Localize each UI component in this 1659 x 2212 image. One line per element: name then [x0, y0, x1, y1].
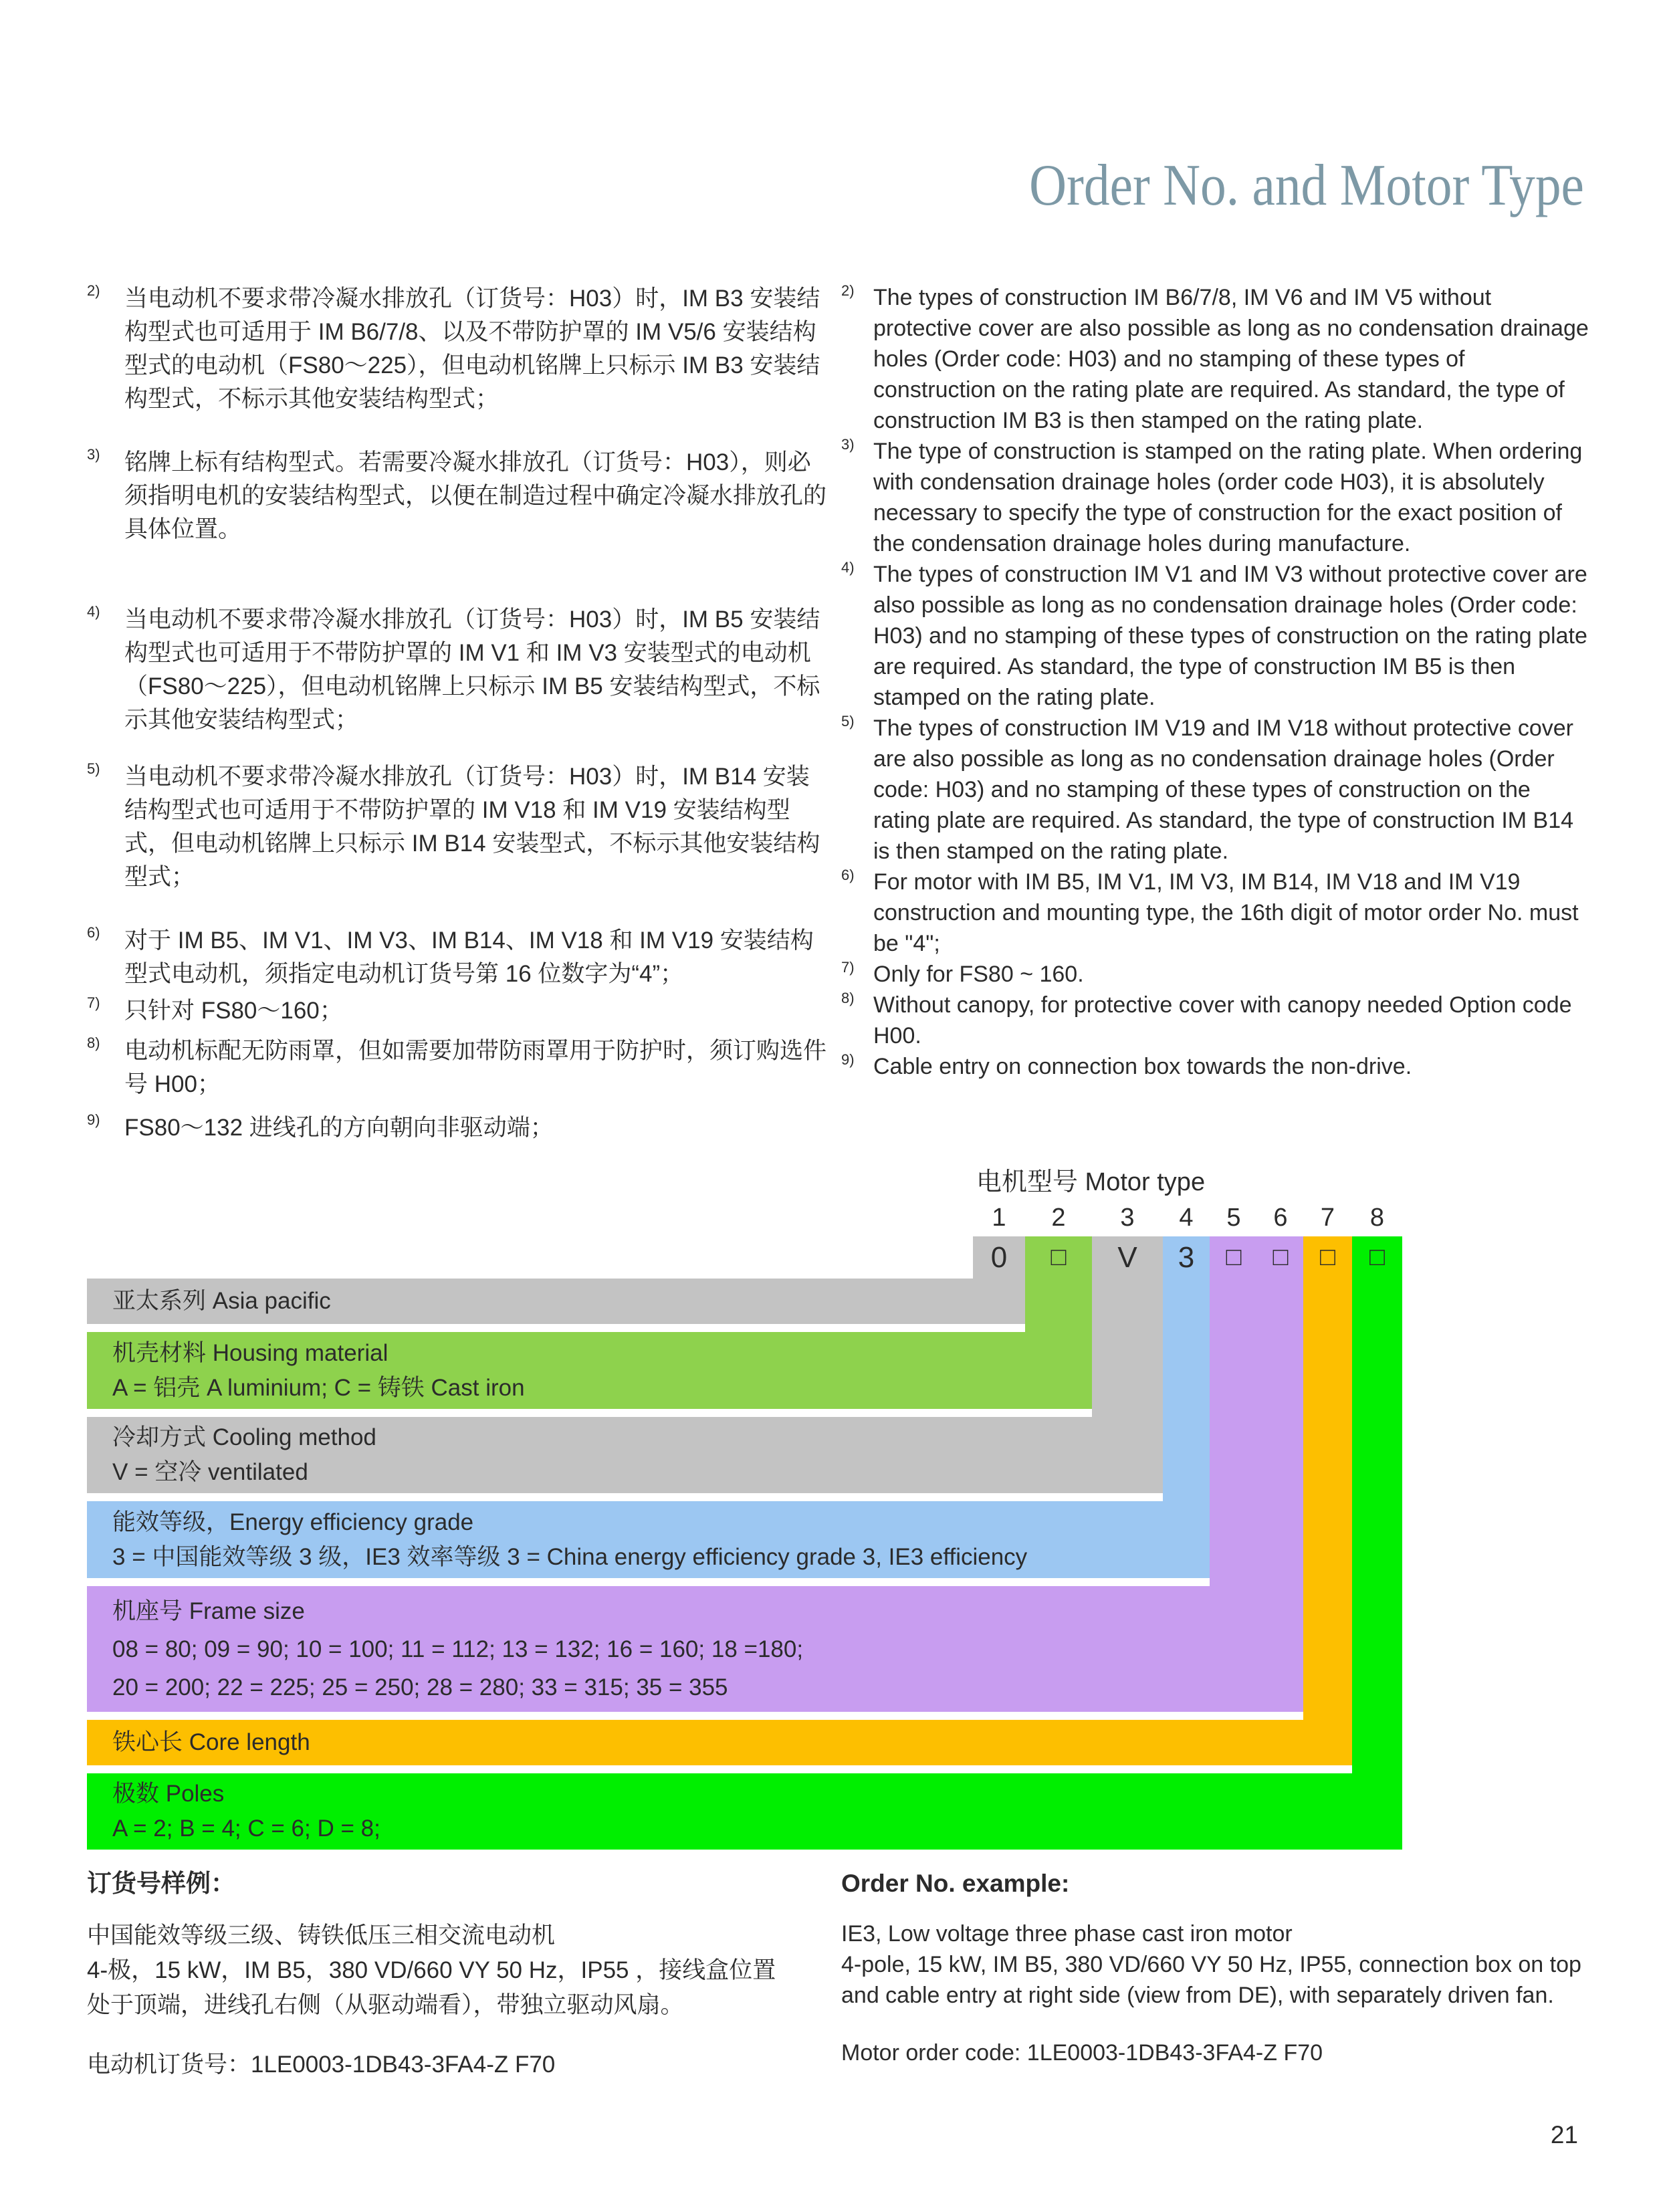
footnotes-column-chinese — [87, 282, 831, 1145]
footnote-text: 当电动机不要求带冷凝水排放孔（订货号：H03）时，IM B14 安装结构型式也可适用于不带防护罩的 IM V18 和 IM V19 安装结构型式，但电动机铭牌上只标示 IM B14 安装型式，不标示其他安装结构型式； — [124, 764, 820, 890]
footnote-marker: 2) — [87, 282, 100, 299]
motor-type-header: 电机型号 Motor type — [976, 1168, 1206, 1196]
bar-values: 08 = 80; 09 = 90; 10 = 100; 11 = 112; 13 = 132; 16 = 160; 18 =180; — [112, 1636, 804, 1662]
footnote-zh-8 — [87, 1034, 831, 1101]
footnote-text: The types of construction IM V1 and IM V3 without protective cover are also possible as long as no condensation drainage holes (Order code: H03) and no stamping of these types of construction on the rating plate are required. As standard, the type of construction IM B5 is then stamped on the rating plate. — [873, 562, 1587, 710]
digit-label-6: 6 — [1273, 1204, 1288, 1232]
footnote-marker: 9) — [841, 1051, 855, 1068]
bar-values: 20 = 200; 22 = 225; 25 = 250; 28 = 280; 33 = 315; 35 = 355 — [112, 1674, 728, 1700]
bar-label: 铁心长 Core length — [112, 1729, 310, 1755]
bar-frame-size — [87, 1586, 1303, 1712]
order-example-chinese — [87, 1869, 831, 2080]
order-example-english — [841, 1869, 1591, 2068]
bar-values: A = 2; B = 4; C = 6; D = 8; — [112, 1815, 380, 1842]
footnote-text: 当电动机不要求带冷凝水排放孔（订货号：H03）时，IM B5 安装结构型式也可适用于不带防护罩的 IM V1 和 IM V3 安装型式的电动机（FS80～225），但电动机铭牌上只标示 IM B5 安装结构型式，不标示其他安装结构型式； — [124, 606, 820, 733]
footnote-en-2 — [841, 282, 1591, 436]
footnote-en-4 — [841, 559, 1591, 713]
bar-values: V = 空冷 ventilated — [112, 1459, 308, 1485]
footnote-en-3 — [841, 436, 1591, 559]
bar-asia-pacific — [87, 1279, 1025, 1324]
footnote-marker: 5) — [87, 760, 100, 777]
footnote-zh-3 — [87, 446, 831, 546]
footnote-en-8 — [841, 990, 1591, 1051]
digit-label-8: 8 — [1369, 1204, 1385, 1232]
code-cell-4: 3 — [1178, 1241, 1195, 1274]
footnote-marker: 6) — [841, 867, 855, 883]
footnote-text: Cable entry on connection box towards the non-drive. — [873, 1054, 1412, 1079]
digit-label-1: 1 — [992, 1204, 1006, 1232]
bar-label: 机壳材料 Housing material — [112, 1339, 389, 1366]
footnote-en-9 — [841, 1051, 1591, 1082]
footnote-marker: 9) — [87, 1111, 100, 1128]
footnote-marker: 8) — [841, 990, 855, 1006]
code-cell-1: 0 — [990, 1241, 1008, 1274]
motor-order-code-en: Motor order code: 1LE0003-1DB43-3FA4-Z F70 — [841, 2040, 1323, 2066]
bar-label: 极数 Poles — [112, 1781, 225, 1807]
footnote-text: Without canopy, for protective cover with canopy needed Option code H00. — [873, 992, 1572, 1048]
code-cell-3: V — [1117, 1241, 1137, 1274]
bar-label: 机座号 Frame size — [112, 1597, 305, 1624]
footnote-marker: 4) — [841, 559, 855, 576]
footnote-en-6 — [841, 867, 1591, 959]
footnote-en-7 — [841, 959, 1591, 990]
footnote-text: Only for FS80 ~ 160. — [873, 962, 1084, 987]
code-cell-5: □ — [1226, 1243, 1242, 1271]
order-example-line: IE3, Low voltage three phase cast iron motor — [841, 1921, 1293, 1947]
digit-label-4: 4 — [1179, 1204, 1194, 1232]
footnote-marker: 4) — [87, 603, 100, 620]
footnote-en-5 — [841, 713, 1591, 867]
order-example-line: 4-极，15 kW，IM B5，380 VD/660 VY 50 Hz，IP55 ，接线盒位置 — [87, 1957, 776, 1983]
page-title: Order No. and Motor Type — [1029, 153, 1584, 218]
footnote-text: FS80～132 进线孔的方向朝向非驱动端； — [124, 1115, 554, 1141]
motor-order-code-zh: 电动机订货号：1LE0003-1DB43-3FA4-Z F70 — [87, 2052, 556, 2078]
bar-cooling-method — [87, 1417, 1163, 1493]
column-strip-5 — [1210, 1236, 1258, 1586]
order-example-heading-en: Order No. example: — [841, 1870, 1070, 1897]
footnote-text: 当电动机不要求带冷凝水排放孔（订货号：H03）时，IM B3 安装结构型式也可适用于 IM B6/7/8、以及不带防护罩的 IM V5/6 安装结构型式的电动机（FS80～225），但电动机铭牌上只标示 IM B3 安装结构型式，不标示其他安装结构型式； — [124, 286, 820, 412]
page-number: 21 — [1550, 2121, 1578, 2148]
bar-label: 亚太系列 Asia pacific — [112, 1288, 331, 1314]
order-example-heading-zh: 订货号样例： — [87, 1870, 235, 1897]
code-cell-2: □ — [1050, 1243, 1067, 1271]
footnotes-column-english — [841, 282, 1591, 1082]
footnote-zh-4 — [87, 603, 831, 737]
footnote-marker: 6) — [87, 924, 100, 941]
footnote-marker: 7) — [87, 994, 100, 1011]
footnote-text: 电动机标配无防雨罩，但如需要加带防雨罩用于防护时，须订购选件号 H00； — [124, 1038, 827, 1097]
footnote-text: The types of construction IM B6/7/8, IM V6 and IM V5 without protective cover are also possible as long as no condensation drainage holes (Order code: H03) and no stamping of these types of construction on the rating plate are required. As standard, the type of construction IM B3 is then stamped on the rating plate. — [873, 285, 1589, 433]
footnote-zh-2 — [87, 282, 831, 416]
footnote-marker: 7) — [841, 959, 855, 976]
column-strip-7 — [1303, 1236, 1352, 1720]
footnote-text: 铭牌上标有结构型式。若需要冷凝水排放孔（订货号：H03），则必须指明电机的安装结构型式，以便在制造过程中确定冷凝水排放孔的具体位置。 — [124, 449, 827, 542]
footnote-text: 只针对 FS80～160； — [124, 998, 343, 1024]
footnote-text: The type of construction is stamped on the rating plate. When ordering with condensation drainage holes (order code H03), it is absolutely necessary to specify the type of construction for the exact position of the condensation drainage holes during manufacture. — [873, 439, 1583, 556]
footnote-marker: 3) — [87, 446, 100, 463]
bar-poles — [87, 1773, 1402, 1850]
bar-energy-efficiency — [87, 1501, 1210, 1578]
digit-label-2: 2 — [1051, 1204, 1066, 1232]
footnote-zh-6 — [87, 924, 831, 991]
bar-label: 能效等级，Energy efficiency grade — [112, 1509, 474, 1535]
order-example-line: 4-pole, 15 kW, IM B5, 380 VD/660 VY 50 Hz, IP55, connection box on top and cable entry at right side (view from DE), with separately driven fan. — [841, 1952, 1581, 2008]
footnote-zh-5 — [87, 760, 831, 894]
footnote-zh-9 — [87, 1111, 831, 1145]
footnote-marker: 5) — [841, 713, 855, 730]
digit-label-5: 5 — [1226, 1204, 1241, 1232]
digit-label-7: 7 — [1320, 1204, 1335, 1232]
order-example-line: 中国能效等级三级、铸铁低压三相交流电动机 — [87, 1922, 556, 1949]
code-cell-8: □ — [1369, 1243, 1385, 1271]
order-example-line: 处于顶端，进线孔右侧（从驱动端看），带独立驱动风扇。 — [87, 1992, 684, 2018]
bar-values: 3 = 中国能效等级 3 级，IE3 效率等级 3 = China energy efficiency grade 3, IE3 efficiency — [112, 1543, 1028, 1570]
footnote-marker: 2) — [841, 282, 855, 299]
footnote-marker: 3) — [841, 436, 855, 453]
footnote-text: 对于 IM B5、IM V1、IM V3、IM B14、IM V18 和 IM V19 安装结构型式电动机，须指定电动机订货号第 16 位数字为“4”； — [124, 927, 814, 987]
footnote-text: The types of construction IM V19 and IM V18 without protective cover are also possible as long as no condensation drainage holes (Order code: H03) and no stamping of these types of construction on the rating plate are required. As standard, the type of construction IM B14 is then stamped on the rating plate. — [873, 715, 1574, 864]
code-cell-7: □ — [1320, 1243, 1335, 1271]
footnote-zh-7 — [87, 994, 831, 1028]
column-strip-8 — [1352, 1236, 1402, 1773]
footnote-marker: 8) — [87, 1034, 100, 1051]
code-cell-6: □ — [1273, 1243, 1289, 1271]
footnote-text: For motor with IM B5, IM V1, IM V3, IM B14, IM V18 and IM V19 construction and mounting type, the 16th digit of motor order No. must be "4"; — [873, 869, 1579, 956]
bar-core-length — [87, 1720, 1352, 1765]
bar-values: A = 铝壳 A luminium; C = 铸铁 Cast iron — [112, 1374, 525, 1401]
bar-housing-material — [87, 1332, 1092, 1409]
digit-label-3: 3 — [1120, 1204, 1135, 1232]
column-strip-6 — [1258, 1236, 1303, 1586]
bar-label: 冷却方式 Cooling method — [112, 1424, 376, 1450]
